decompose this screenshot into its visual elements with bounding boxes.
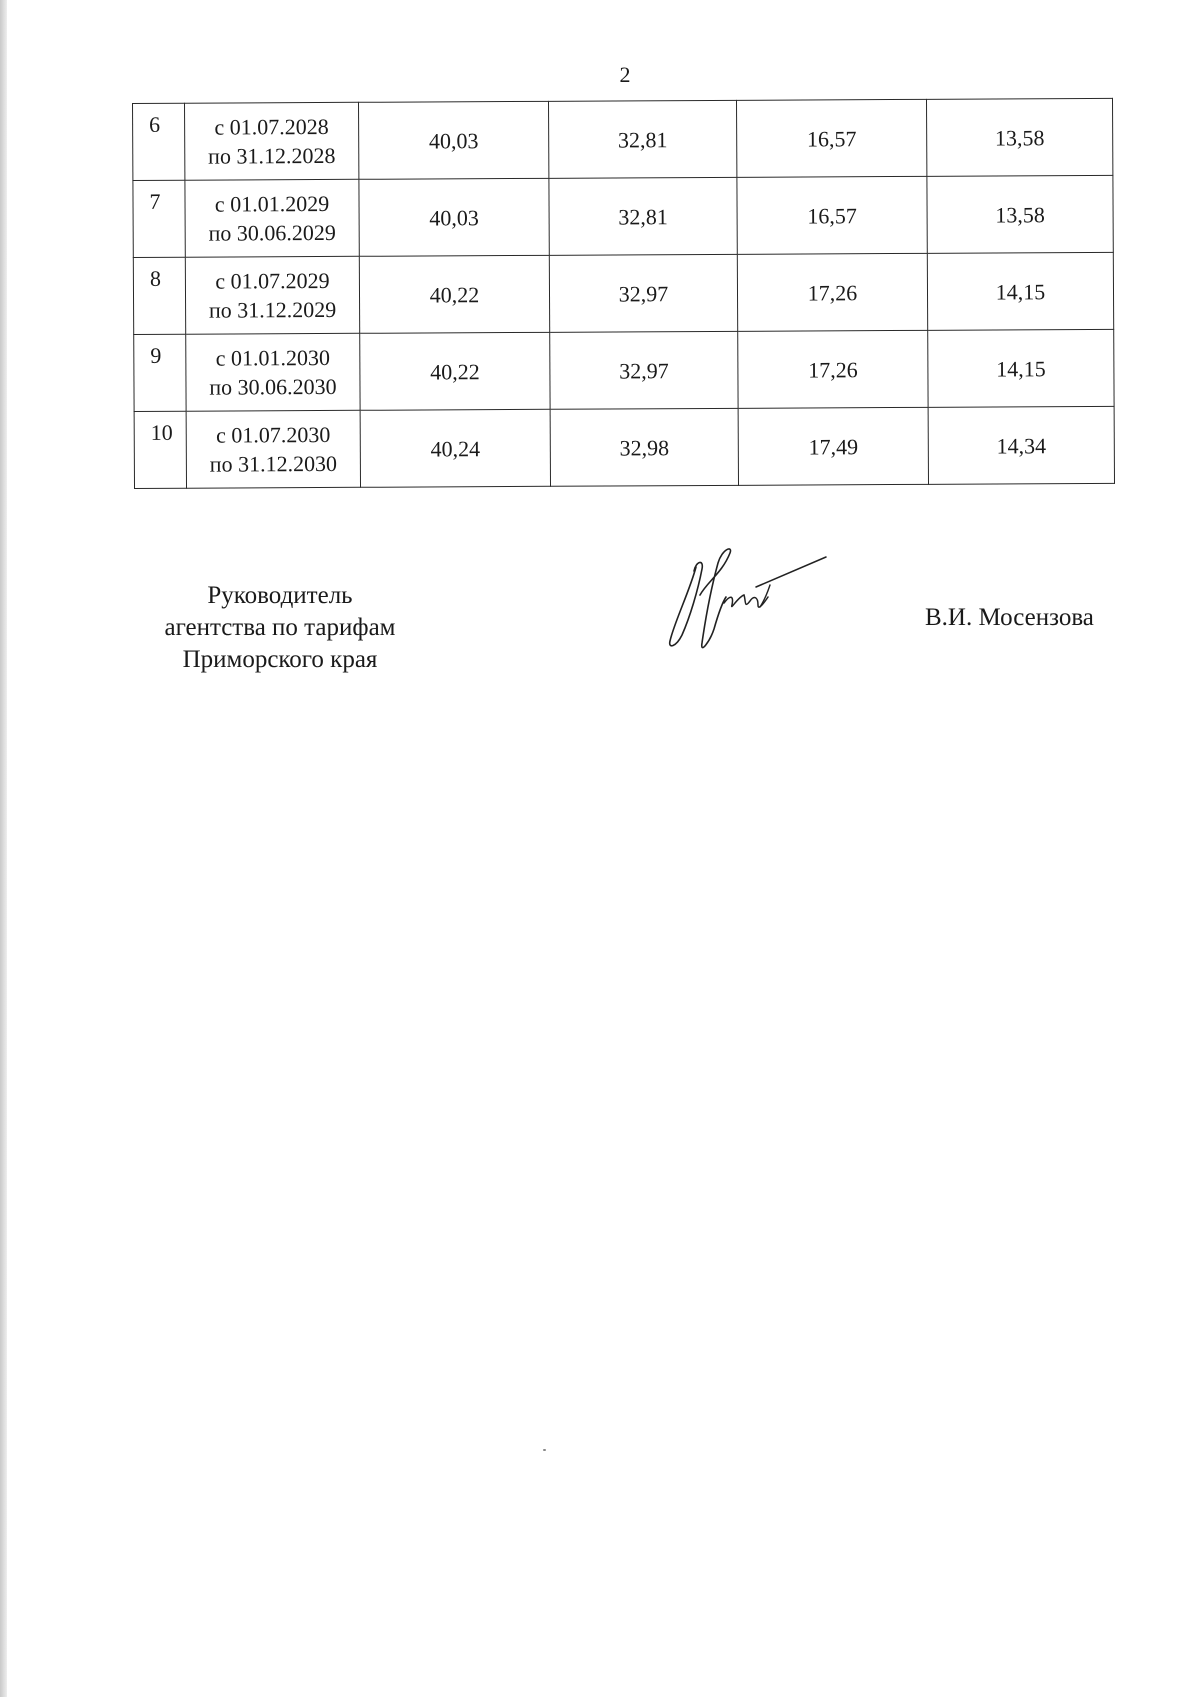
signer-position-line: Приморского края — [182, 646, 378, 673]
tariff-value-cell: 14,15 — [927, 252, 1113, 330]
period-start: с 01.07.2030 — [216, 421, 331, 448]
tariff-value-cell: 17,26 — [737, 253, 927, 331]
row-number-cell: 9 — [134, 334, 186, 411]
tariff-value-cell: 40,22 — [360, 332, 550, 410]
scan-speck — [543, 1449, 546, 1451]
tariff-value-cell: 32,81 — [549, 177, 737, 255]
handwritten-signature — [660, 545, 830, 655]
row-number-cell: 10 — [134, 411, 186, 488]
signer-name: В.И. Мосензова — [925, 604, 1094, 631]
tariff-value-cell: 40,22 — [359, 255, 549, 333]
signer-position — [130, 580, 430, 676]
period-end: по 31.12.2029 — [208, 296, 337, 323]
tariff-value-cell: 17,49 — [738, 407, 928, 485]
tariff-value-cell: 17,26 — [738, 330, 928, 408]
signer-position-line: агентства по тарифам — [164, 614, 396, 641]
tariff-value-cell: 40,24 — [360, 409, 550, 487]
period-start: с 01.01.2029 — [214, 190, 330, 217]
row-number-cell: 6 — [133, 103, 185, 180]
period-start: с 01.07.2028 — [214, 113, 329, 140]
tariff-value-cell: 40,03 — [359, 178, 549, 256]
row-number-cell: 7 — [133, 180, 185, 257]
period-end: по 30.06.2030 — [209, 373, 337, 400]
tariff-value-cell: 32,97 — [549, 254, 737, 332]
signer-position-line: Руководитель — [207, 582, 353, 609]
row-number-cell: 8 — [133, 257, 185, 334]
period-end: по 30.06.2029 — [208, 219, 336, 246]
signature-block — [0, 0, 1200, 700]
period-end: по 31.12.2028 — [208, 142, 336, 169]
tariff-value-cell: 40,03 — [358, 101, 548, 179]
tariff-value-cell: 16,57 — [736, 99, 926, 177]
tariff-value-cell: 14,15 — [928, 329, 1114, 407]
tariff-value-cell: 13,58 — [926, 98, 1112, 176]
tariff-value-cell: 32,97 — [550, 331, 738, 409]
period-start: с 01.07.2029 — [215, 267, 330, 294]
page-number: 2 — [619, 62, 631, 87]
tariff-value-cell: 16,57 — [737, 176, 927, 254]
tariff-value-cell: 13,58 — [927, 175, 1113, 253]
tariff-value-cell: 32,98 — [550, 408, 738, 486]
tariff-value-cell: 14,34 — [928, 406, 1114, 484]
period-end: по 31.12.2030 — [209, 450, 338, 477]
period-start: с 01.01.2030 — [215, 344, 331, 371]
tariff-value-cell: 32,81 — [548, 100, 736, 178]
